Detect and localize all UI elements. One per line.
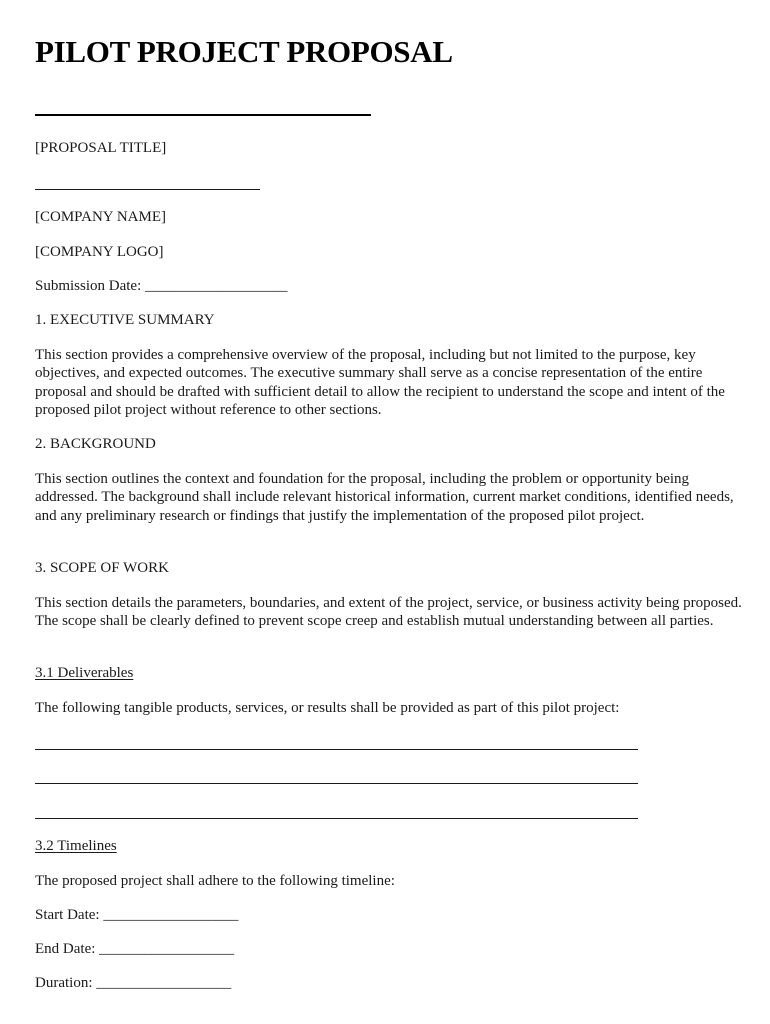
deliverable-blank-line-3 [35,818,638,819]
title-underline-rule [35,114,371,116]
deliverable-blank-line-1 [35,749,638,750]
executive-summary-text: This section provides a comprehensive overview of the proposal, including but not limited to the purpose, key objectives, and expected outcomes. The executive summary shall serve as a concise representation of the entire proposal and should be drafted with sufficient detail to allow the recipient to understand the scope and intent of the proposed pilot project without reference to other sections. [35,347,725,418]
duration-line: Duration: __________________ [35,975,232,991]
company-logo-placeholder: [COMPANY LOGO] [35,244,164,260]
section-heading-background: 2. BACKGROUND [35,436,156,452]
background-text: This section outlines the context and foundation for the proposal, including the problem or opportunity being addressed. The background shall include relevant historical information, current market conditions, identified needs, and any preliminary research or findings that justify the implementation of the proposed pilot project. [35,471,734,524]
section-heading-executive-summary: 1. EXECUTIVE SUMMARY [35,312,215,328]
subsection-heading-deliverables: 3.1 Deliverables [35,665,134,681]
submission-date-line: Submission Date: ___________________ [35,278,288,294]
page-title: PILOT PROJECT PROPOSAL [35,34,453,69]
proposal-title-placeholder: [PROPOSAL TITLE] [35,140,167,156]
scope-of-work-text: This section details the parameters, boundaries, and extent of the project, service, or business activity being proposed. The scope shall be clearly defined to prevent scope creep and establish mutual understanding between all parties. [35,595,742,630]
proposal-title-rule [35,189,260,190]
subsection-heading-timelines: 3.2 Timelines [35,838,117,854]
start-date-line: Start Date: __________________ [35,907,239,923]
end-date-line: End Date: __________________ [35,941,235,957]
timelines-intro-text: The proposed project shall adhere to the following timeline: [35,873,395,889]
deliverable-blank-line-2 [35,783,638,784]
section-heading-scope-of-work: 3. SCOPE OF WORK [35,560,169,576]
deliverables-intro-text: The following tangible products, services, or results shall be provided as part of this pilot project: [35,700,620,716]
company-name-placeholder: [COMPANY NAME] [35,209,166,225]
